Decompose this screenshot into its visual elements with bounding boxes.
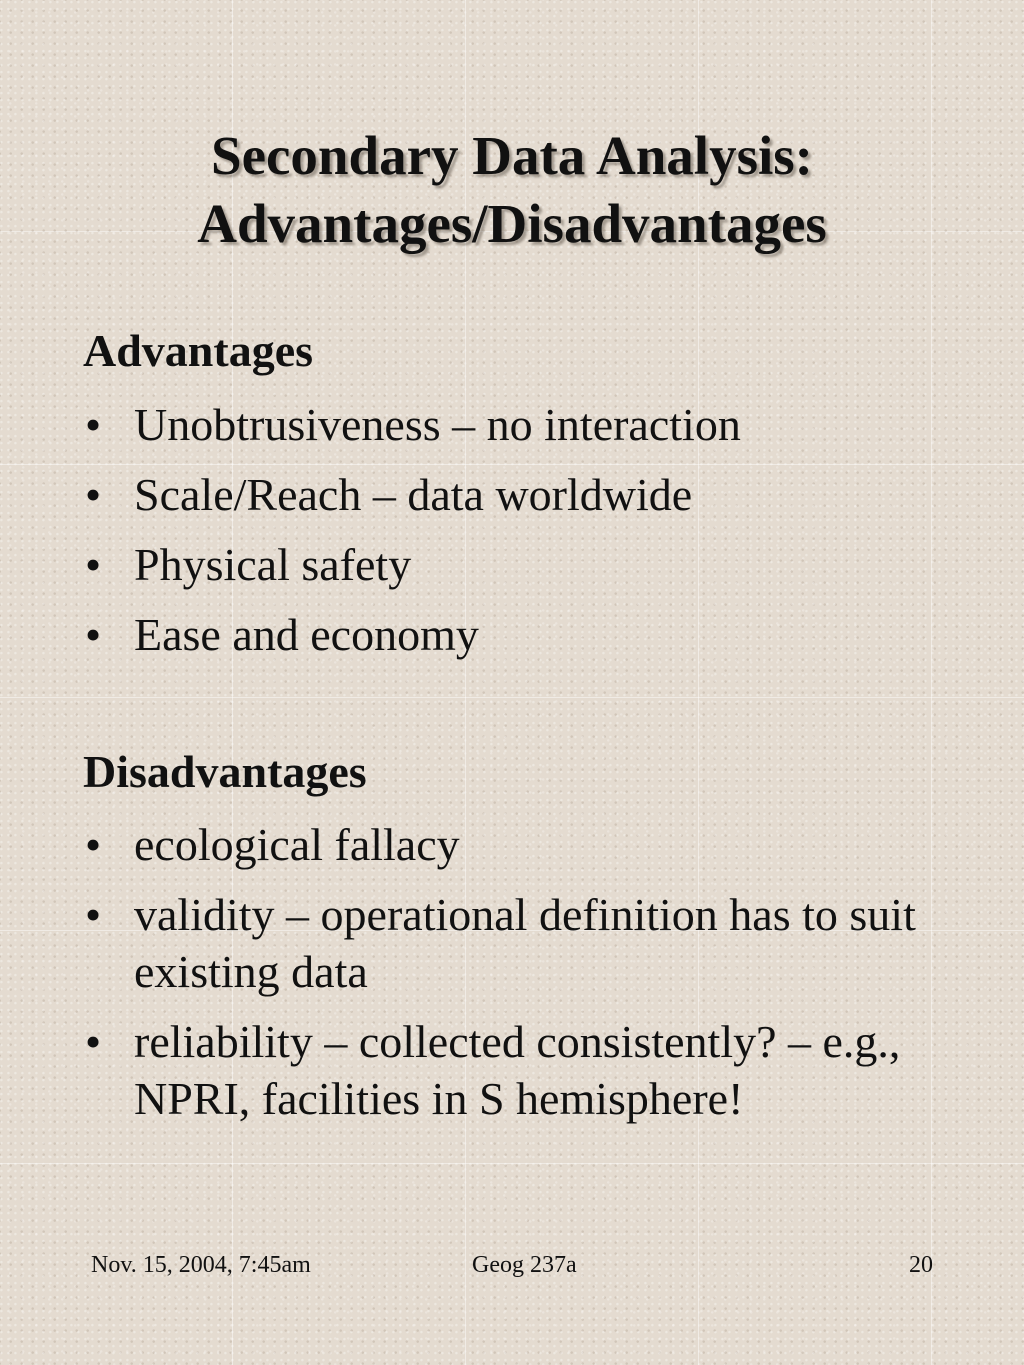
title-line-1: Secondary Data Analysis: bbox=[211, 125, 813, 186]
slide-title bbox=[0, 122, 1024, 258]
advantages-list bbox=[83, 396, 963, 676]
list-item: • Scale/Reach – data worldwide bbox=[83, 466, 963, 523]
footer-date: Nov. 15, 2004, 7:45am bbox=[91, 1252, 311, 1278]
list-item: • Physical safety bbox=[83, 536, 963, 593]
disadvantages-heading: Disadvantages bbox=[83, 746, 367, 797]
list-item: • Ease and economy bbox=[83, 606, 963, 663]
disadvantages-list bbox=[83, 816, 963, 1140]
footer-course: Geog 237a bbox=[472, 1252, 577, 1278]
title-line-2: Advantages/Disadvantages bbox=[197, 193, 827, 254]
list-item: • validity – operational definition has to suit existing data bbox=[83, 886, 963, 1000]
advantages-heading: Advantages bbox=[83, 325, 314, 376]
footer-page-number: 20 bbox=[909, 1252, 933, 1278]
list-item: • reliability – collected consistently? – e.g., NPRI, facilities in S hemisphere! bbox=[83, 1013, 963, 1127]
list-item: • Unobtrusiveness – no interaction bbox=[83, 396, 963, 453]
list-item: • ecological fallacy bbox=[83, 816, 963, 873]
